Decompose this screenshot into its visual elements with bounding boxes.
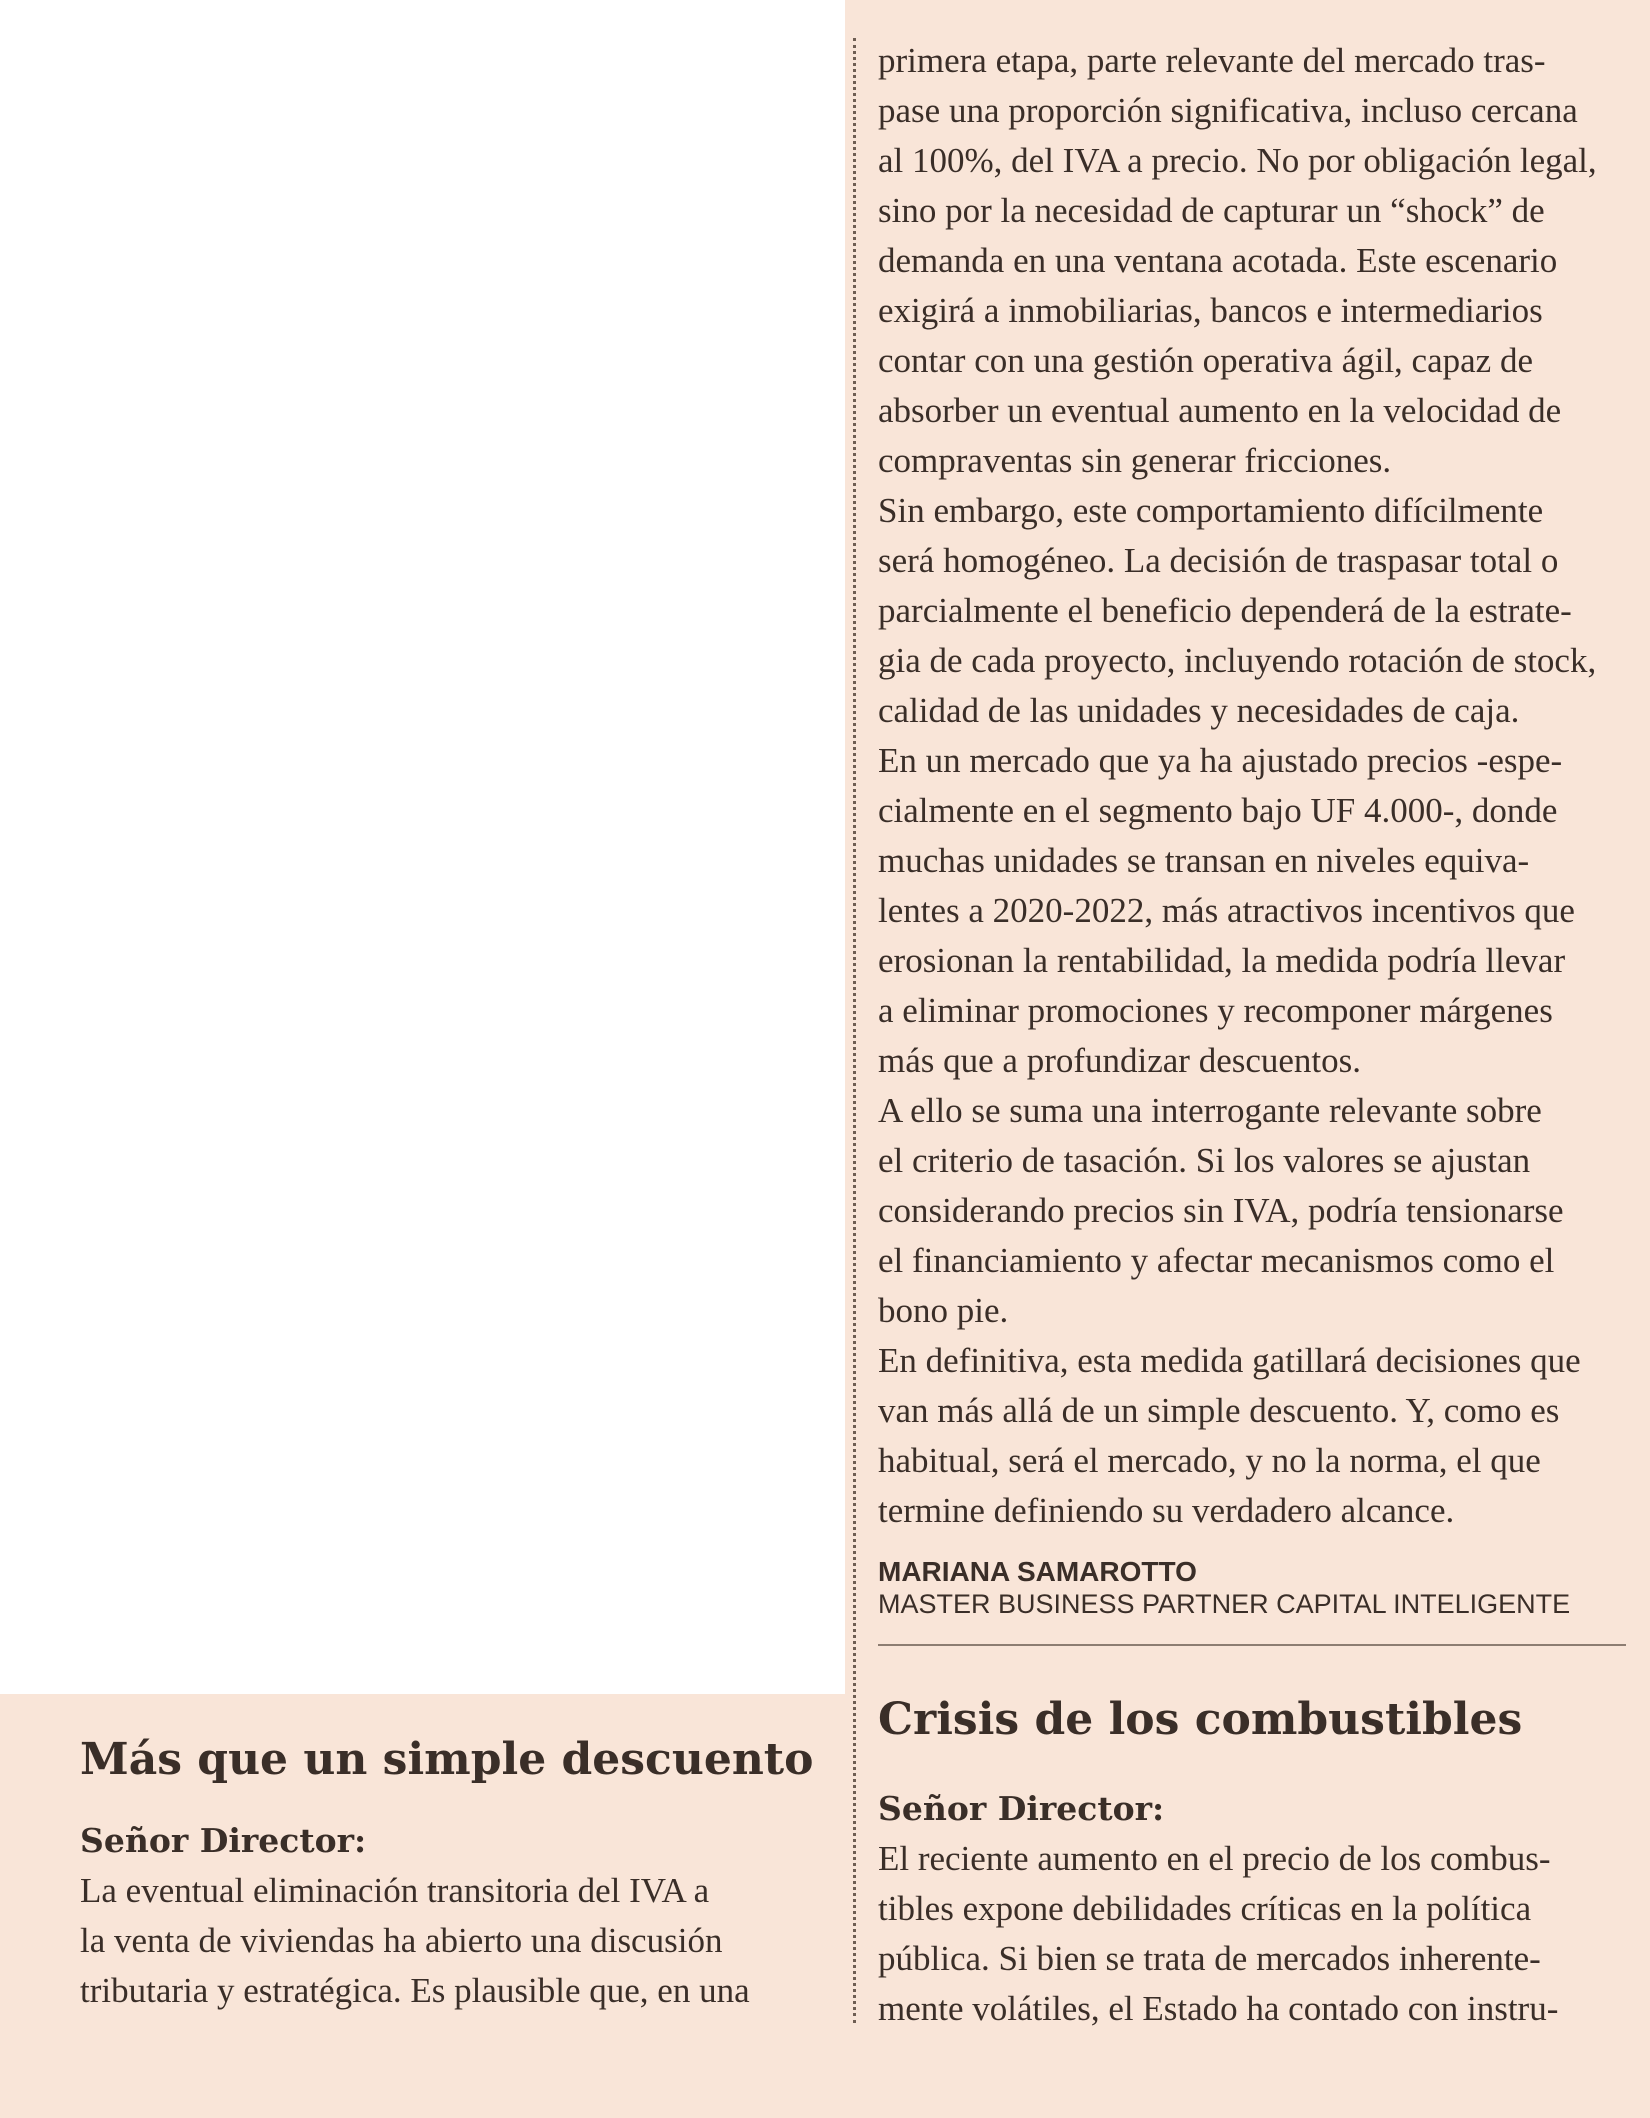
text-line: compraventas sin generar fricciones. (878, 441, 1392, 480)
author-role: MASTER BUSINESS PARTNER CAPITAL INTELIGENTE (878, 1589, 1571, 1619)
text-line: cialmente en el segmento bajo UF 4.000-, donde (878, 791, 1558, 830)
letter1-headline: Más que un simple descuento (80, 1734, 814, 1785)
letter1-intro-text (80, 1866, 820, 2016)
text-line: sino por la necesidad de capturar un “shock” de (878, 191, 1545, 230)
text-line: En un mercado que ya ha ajustado precios -espe- (878, 741, 1563, 780)
text-line: A ello se suma una interrogante relevante sobre (878, 1091, 1542, 1130)
text-line: gia de cada proyecto, incluyendo rotación de stock, (878, 641, 1597, 680)
text-line: El reciente aumento en el precio de los combus- (878, 1839, 1551, 1878)
letter1-continued-text (878, 36, 1630, 1536)
text-line: lentes a 2020-2022, más atractivos incentivos que (878, 891, 1575, 930)
text-line: muchas unidades se transan en niveles equiva- (878, 841, 1530, 880)
text-line: Sin embargo, este comportamiento difícilmente (878, 491, 1544, 530)
text-line: pública. Si bien se trata de mercados inherente- (878, 1939, 1541, 1978)
text-line: absorber un eventual aumento en la velocidad de (878, 391, 1562, 430)
letter2-text (878, 1834, 1630, 2034)
text-line: será homogéneo. La decisión de traspasar total o (878, 541, 1559, 580)
text-line: la venta de viviendas ha abierto una discusión (80, 1921, 723, 1960)
text-line: termine definiendo su verdadero alcance. (878, 1491, 1455, 1530)
text-line: demanda en una ventana acotada. Este escenario (878, 241, 1558, 280)
text-line: bono pie. (878, 1291, 1009, 1330)
left-column (80, 1732, 820, 2016)
text-line: En definitiva, esta medida gatillará decisiones que (878, 1341, 1581, 1380)
text-line: van más allá de un simple descuento. Y, como es (878, 1391, 1560, 1430)
text-line: pase una proporción significativa, incluso cercana (878, 91, 1578, 130)
letter1-salutation: Señor Director: (80, 1821, 367, 1860)
text-line: el financiamiento y afectar mecanismos como el (878, 1241, 1555, 1280)
text-line: primera etapa, parte relevante del mercado tras- (878, 41, 1546, 80)
letter1-signature (878, 1556, 1630, 1620)
text-line: mente volátiles, el Estado ha contado con instru- (878, 1989, 1559, 2028)
section-rule (878, 1644, 1626, 1646)
author-name: MARIANA SAMAROTTO (878, 1556, 1197, 1587)
text-line: a eliminar promociones y recomponer márgenes (878, 991, 1553, 1030)
text-line: contar con una gestión operativa ágil, capaz de (878, 341, 1533, 380)
text-line: habitual, será el mercado, y no la norma, el que (878, 1441, 1541, 1480)
right-column (878, 36, 1630, 2034)
text-line: al 100%, del IVA a precio. No por obligación legal, (878, 141, 1597, 180)
text-line: tibles expone debilidades críticas en la política (878, 1889, 1532, 1928)
column-divider (853, 38, 856, 2023)
text-line: tributaria y estratégica. Es plausible que, en una (80, 1971, 750, 2010)
letter2-salutation: Señor Director: (878, 1789, 1165, 1828)
text-line: erosionan la rentabilidad, la medida podría llevar (878, 941, 1566, 980)
text-line: el criterio de tasación. Si los valores se ajustan (878, 1141, 1531, 1180)
text-line: exigirá a inmobiliarias, bancos e intermediarios (878, 291, 1543, 330)
text-line: más que a profundizar descuentos. (878, 1041, 1362, 1080)
letter2-headline: Crisis de los combustibles (878, 1694, 1523, 1745)
text-line: considerando precios sin IVA, podría tensionarse (878, 1191, 1564, 1230)
text-line: calidad de las unidades y necesidades de caja. (878, 691, 1520, 730)
text-line: La eventual eliminación transitoria del IVA a (80, 1871, 710, 1910)
text-line: parcialmente el beneficio dependerá de la estrate- (878, 591, 1572, 630)
